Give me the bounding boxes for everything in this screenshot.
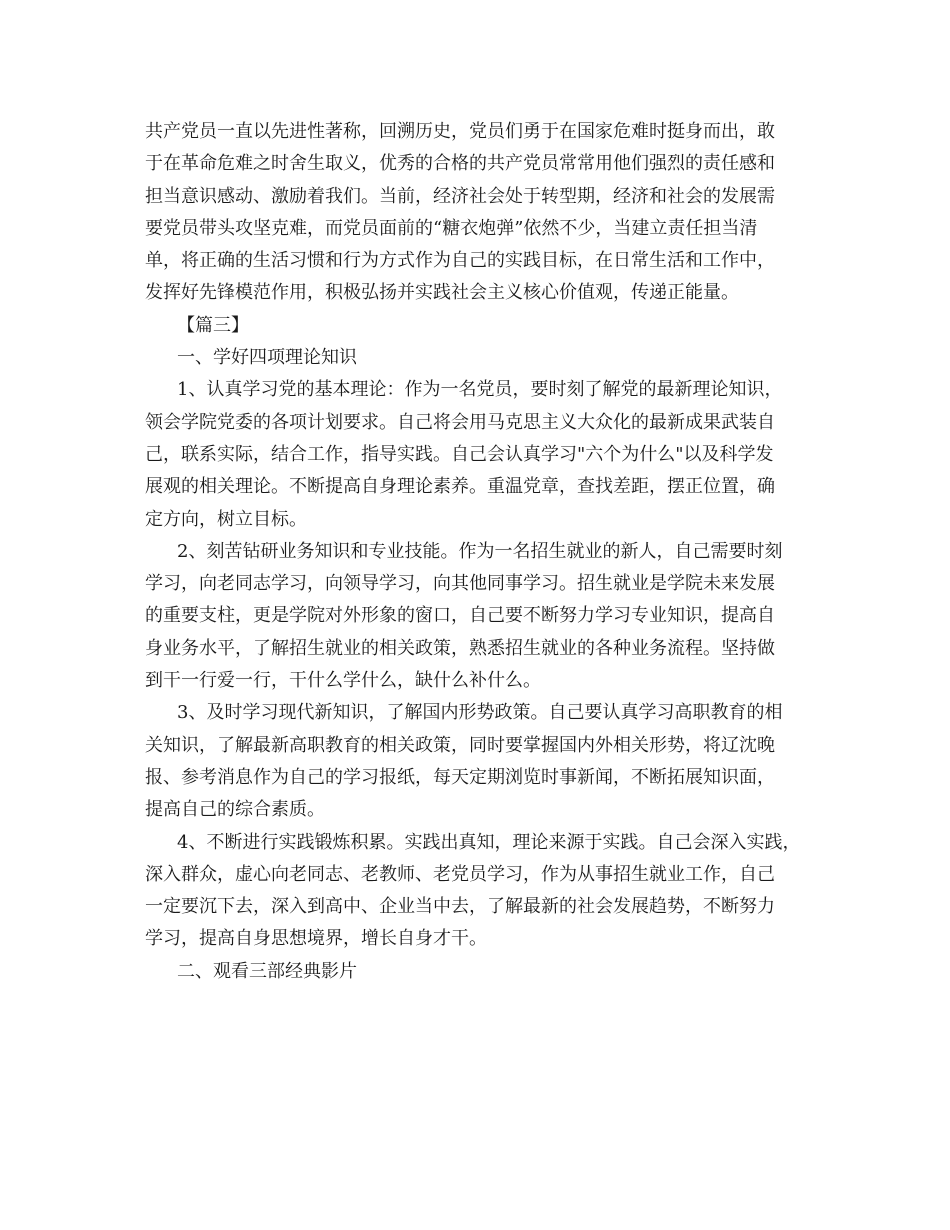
text-line: 3、及时学习现代新知识，了解国内形势政策。自己要认真学习高职教育的相 [177,702,783,724]
text-line: 展观的相关理论。不断提高自身理论素养。重温党章，查找差距，摆正位置，确 [145,476,775,498]
text-line: 到干一行爱一行，干什么学什么，缺什么补什么。 [145,670,541,692]
text-line: 发挥好先锋模范作用，积极弘扬并实践社会主义核心价值观，传递正能量。 [145,282,739,304]
text-line: 担当意识感动、激励着我们。当前，经济社会处于转型期，经济和社会的发展需 [145,185,775,207]
text-line: 学习，向老同志学习，向领导学习，向其他同事学习。招生就业是学院未来发展 [145,573,775,595]
text-line: 提高自己的综合素质。 [145,799,325,821]
text-line: 身业务水平，了解招生就业的相关政策，熟悉招生就业的各种业务流程。坚持做 [145,637,775,659]
text-line: 共产党员一直以先进性著称，回溯历史，党员们勇于在国家危难时挺身而出，敢 [145,121,775,142]
text-line: 关知识，了解最新高职教育的相关政策，同时要掌握国内外相关形势，将辽沈晚 [145,734,775,756]
text-line: 于在革命危难之时舍生取义，优秀的合格的共产党员常常用他们强烈的责任感和 [145,153,775,175]
text-line: 要党员带头攻坚克难，而党员面前的“糖衣炮弹”依然不少，当建立责任担当清 [145,217,758,239]
text-line: 定方向，树立目标。 [145,508,307,530]
section-heading: 【篇三】 [177,314,249,336]
text-line: 的重要支柱，更是学院对外形象的窗口，自己要不断努力学习专业知识，提高自 [145,605,775,627]
text-line: 深入群众，虚心向老同志、老教师、老党员学习，作为从事招生就业工作，自己 [145,863,775,885]
document-body [145,116,817,988]
text-line: 2、刻苦钻研业务知识和专业技能。作为一名招生就业的新人，自己需要时刻 [177,540,783,562]
text-line: 1、认真学习党的基本理论：作为一名党员，要时刻了解党的最新理论知识， [177,379,783,401]
subsection-heading: 一、学好四项理论知识 [177,347,357,369]
text-line: 学习，提高自身思想境界，增长自身才干。 [145,928,487,950]
text-line: 单，将正确的生活习惯和行为方式作为自己的实践目标，在日常生活和工作中， [145,250,775,272]
text-line: 己，联系实际，结合工作，指导实践。自己会认真学习"六个为什么"以及科学发 [145,443,774,465]
subsection-heading: 二、观看三部经典影片 [177,960,357,982]
text-line: 一定要沉下去，深入到高中、企业当中去，了解最新的社会发展趋势，不断努力 [145,896,775,918]
text-line: 报、参考消息作为自己的学习报纸，每天定期浏览时事新闻，不断拓展知识面， [145,766,775,788]
text-line: 领会学院党委的各项计划要求。自己将会用马克思主义大众化的最新成果武装自 [145,411,775,433]
text-line: 4、不断进行实践锻炼积累。实践出真知，理论来源于实践。自己会深入实践， [177,831,801,853]
